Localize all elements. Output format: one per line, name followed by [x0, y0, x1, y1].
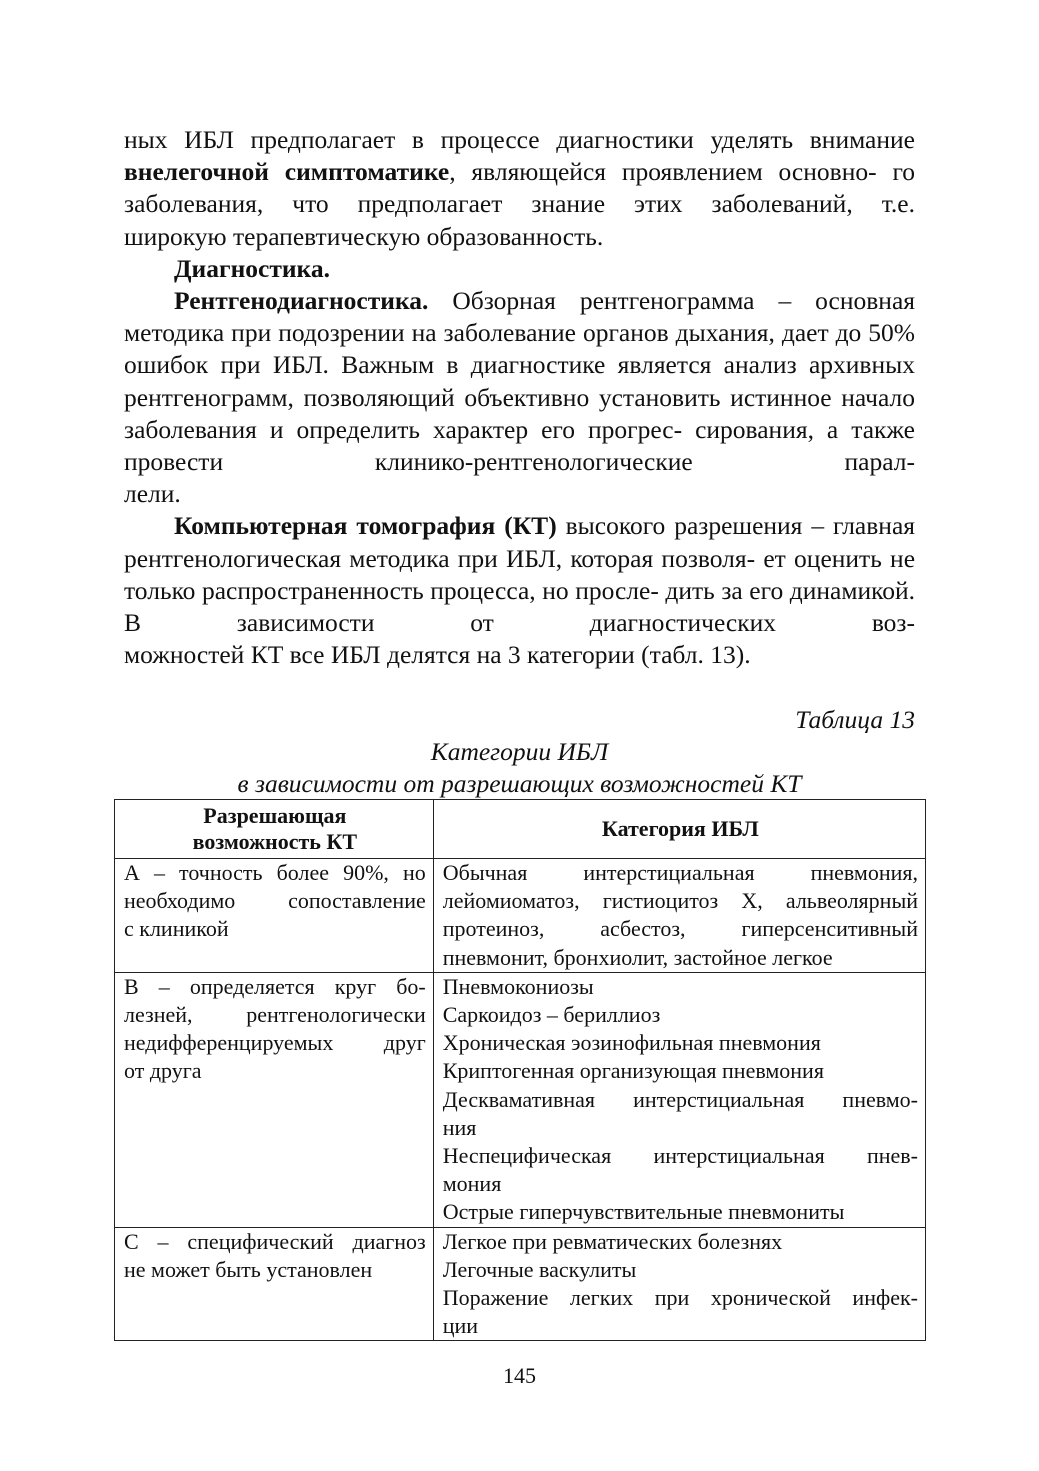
table-row — [115, 1227, 926, 1341]
cell-resolution: А – точность более 90%, но необходимо сопоставление с клиникой — [115, 859, 434, 973]
paragraph-ct-end: можностей КТ все ИБЛ делятся на 3 категории (табл. 13). — [124, 640, 751, 670]
table-header-row — [115, 800, 926, 859]
table-row — [115, 972, 926, 1227]
paragraph-ct: Компьютерная томография (КТ) высокого разрешения – главная рентгенологическая методика при ИБЛ, которая позволя- ет оценить не только распространенность процесса, но просле- дить за его динамикой. В зависимости от диагностических воз- — [124, 511, 916, 638]
header-category: Категория ИБЛ — [433, 800, 925, 859]
table-number: Таблица 13 — [795, 705, 915, 734]
bold-term-radiography: Рентгенодиагностика. — [174, 286, 429, 316]
page-number: 145 — [503, 1363, 536, 1388]
heading-diagnostics: Диагностика. — [174, 253, 330, 283]
cell-resolution: В – определяется круг бо- лезней, рентгенологически недифференцируемых друг от друга — [115, 972, 434, 1227]
body-text — [124, 124, 915, 671]
table-row — [115, 859, 926, 973]
cell-resolution: С – специфический диагноз не может быть установлен — [115, 1227, 434, 1341]
cell-category: Легкое при ревматических болезнях Легочные васкулиты Поражение легких при хронической инфек- ции — [433, 1227, 925, 1341]
bold-term-ct: Компьютерная томография (КТ) — [174, 511, 557, 541]
cell-category: Обычная интерстициальная пневмония, лейомиоматоз, гистиоцитоз Х, альвеолярный протеиноз, асбестоз, гиперсенситивный пневмонит, бронхиолит, застойное легкое — [433, 859, 925, 973]
paragraph-extrapulmonary: ных ИБЛ предполагает в процессе диагностики уделять внимание внелегочной симптоматике, являющейся проявлением основно- го заболевания, что предполагает знание этих заболеваний, т.е. — [124, 125, 916, 219]
ibl-categories-table — [114, 799, 926, 1341]
paragraph-radiography: Рентгенодиагностика. Обзорная рентгенограмма – основная методика при подозрении на заболевание органов дыхания, дает до 50% ошибок при ИБЛ. Важным в диагностике является анализ архивных рентгенограмм, позволяющий объективно установить истинное начало заболевания и определить характер его прогрес- сирования, а также провести клинико-рентгенологические парал- — [124, 286, 916, 477]
cell-category: Пневмокониозы Саркоидоз – бериллиоз Хроническая эозинофильная пневмония Криптогенная организующая пневмония Десквамативная интерстициальная пневмо- ния Неспецифическая интерстициальная пнев- мония Острые гиперчувствительные пневмониты — [433, 972, 925, 1227]
bold-term-extrapulmonary: внелегочной симптоматике — [124, 157, 450, 187]
paragraph-extrapulmonary-end: широкую терапевтическую образованность. — [124, 221, 604, 251]
table-caption: Категории ИБЛ в зависимости от разрешающих возможностей КТ — [237, 737, 802, 798]
paragraph-radiography-end: лели. — [124, 479, 181, 509]
header-resolution: Разрешающая возможность КТ — [115, 800, 434, 859]
